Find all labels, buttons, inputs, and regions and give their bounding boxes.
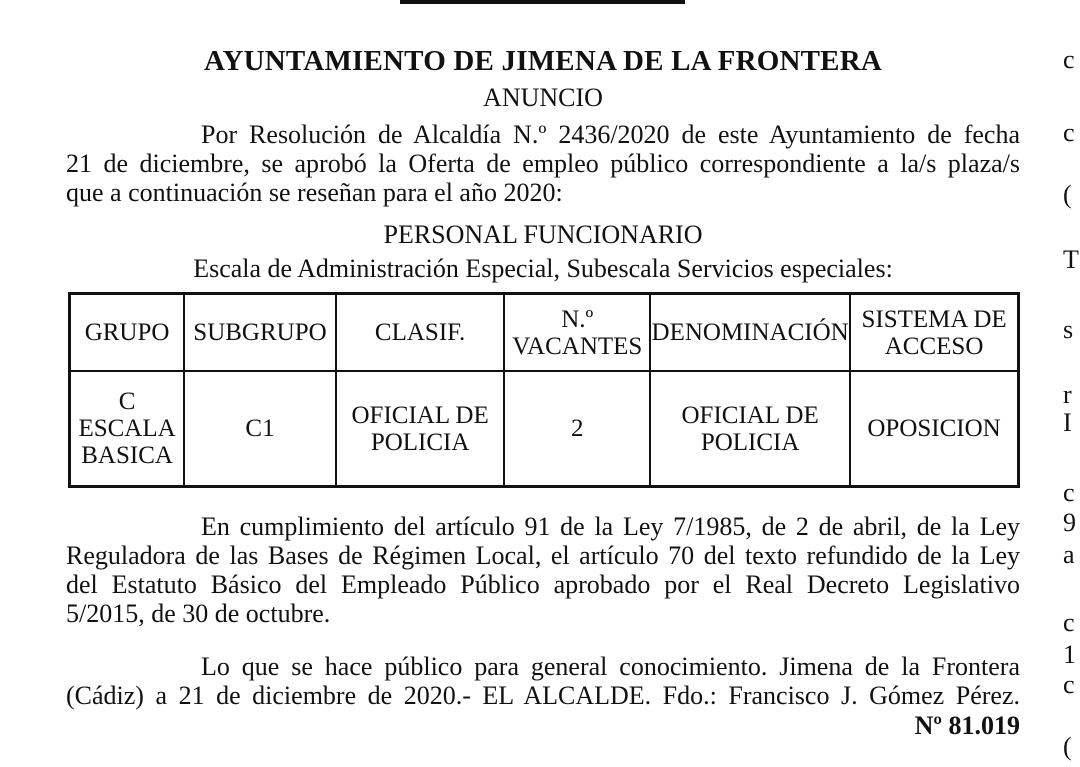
vacancies-table <box>68 292 1020 488</box>
cell-clasif: OFICIAL DE POLICIA <box>336 371 505 487</box>
margin-glyph: a <box>1063 540 1075 569</box>
cell-denominacion: OFICIAL DE POLICIA <box>650 371 850 487</box>
intro-line-1: Por Resolución de Alcaldía N.º 2436/2020 de este Ayuntamiento de fecha <box>201 120 1020 149</box>
margin-glyph: I <box>1063 408 1072 437</box>
table-header-row <box>70 294 1019 372</box>
margin-glyph: c <box>1063 670 1075 699</box>
intro-line-2: 21 de diciembre, se aprobó la Oferta de empleo público correspondiente a la/s plaza/s <box>66 149 1020 178</box>
header-denominacion: DENOMINACIÓN <box>650 294 850 372</box>
margin-glyph: c <box>1063 45 1075 74</box>
cell-vacantes: 2 <box>504 371 650 487</box>
cell-subgrupo: C1 <box>184 371 336 487</box>
legal-line-1: En cumplimiento del artículo 91 de la Ley 7/1985, de 2 de abril, de la Ley <box>201 512 1020 541</box>
margin-glyph: 1 <box>1063 640 1076 669</box>
header-grupo: GRUPO <box>70 294 185 372</box>
legal-line-4: 5/2015, de 30 de octubre. <box>66 599 331 628</box>
margin-glyph: ( <box>1063 180 1072 209</box>
section-heading: PERSONAL FUNCIONARIO <box>383 220 703 249</box>
header-vacantes: N.º VACANTES <box>504 294 650 372</box>
margin-glyph: c <box>1063 118 1075 147</box>
closing-paragraph <box>66 652 1020 710</box>
margin-glyph: c <box>1063 608 1075 637</box>
section-scale: Escala de Administración Especial, Subescala Servicios especiales: <box>193 254 893 283</box>
legal-paragraph <box>66 512 1020 628</box>
reference-number: Nº 81.019 <box>914 711 1020 740</box>
margin-glyph: s <box>1063 315 1074 344</box>
margin-glyph: ( <box>1063 732 1072 761</box>
legal-line-2: Reguladora de las Bases de Régimen Local, el artículo 70 del texto refundido de la Ley <box>66 541 1020 570</box>
header-subgrupo: SUBGRUPO <box>184 294 336 372</box>
intro-paragraph <box>66 120 1020 207</box>
cell-sistema: OPOSICION <box>850 371 1018 487</box>
table-row <box>70 371 1019 487</box>
closing-line-2: (Cádiz) a 21 de diciembre de 2020.- EL ALCALDE. Fdo.: Francisco J. Gómez Pérez. <box>66 681 1020 710</box>
legal-line-3: del Estatuto Básico del Empleado Público aprobado por el Real Decreto Legislativo <box>66 570 1020 599</box>
margin-glyph: c <box>1063 478 1075 507</box>
document-subtitle: ANUNCIO <box>483 83 603 112</box>
closing-line-1: Lo que se hace público para general conocimiento. Jimena de la Frontera <box>201 652 1020 681</box>
top-rule <box>400 0 685 4</box>
intro-line-3: que a continuación se reseñan para el año 2020: <box>66 178 563 207</box>
header-clasif: CLASIF. <box>336 294 505 372</box>
margin-glyph: r <box>1063 380 1072 409</box>
margin-glyph: 9 <box>1063 508 1076 537</box>
cell-grupo: C ESCALA BASICA <box>70 371 185 487</box>
header-sistema: SISTEMA DE ACCESO <box>850 294 1018 372</box>
document-title: AYUNTAMIENTO DE JIMENA DE LA FRONTERA <box>204 45 882 77</box>
margin-glyph: T <box>1063 245 1079 274</box>
